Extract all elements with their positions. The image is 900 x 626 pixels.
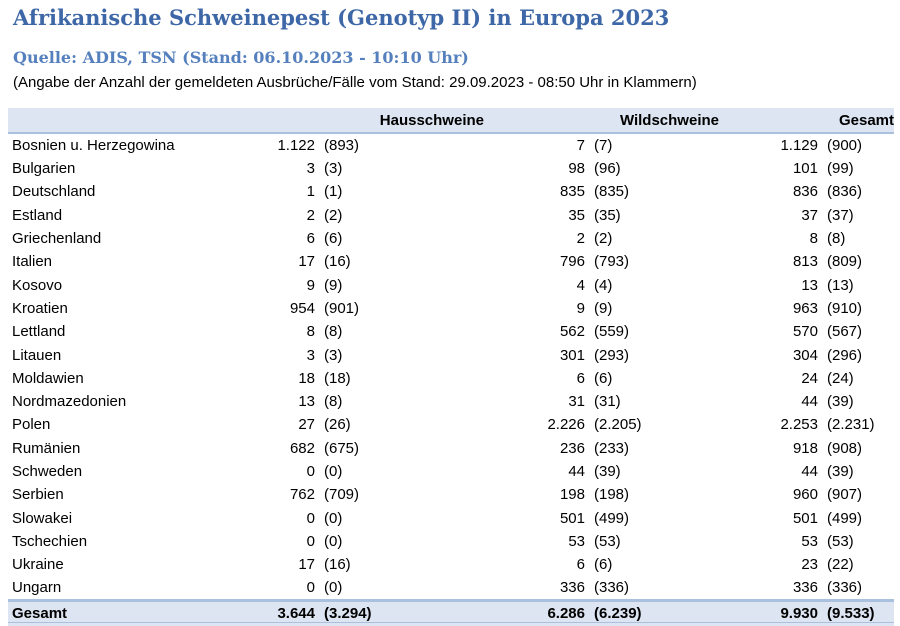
- gesamt-previous: (296): [827, 346, 863, 364]
- hausschweine-previous: (675): [324, 439, 360, 457]
- table-body: [8, 133, 894, 601]
- wildschweine-previous: (6): [594, 556, 613, 574]
- total-gesamt: 9.930: [719, 601, 827, 626]
- table-row: [8, 204, 894, 227]
- wildschweine-previous: (499): [594, 509, 630, 527]
- hausschweine-value: 1: [306, 183, 315, 201]
- wildschweine-value: 35: [568, 206, 585, 224]
- country-name: Nordmazedonien: [12, 393, 127, 411]
- hausschweine-previous: (0): [324, 579, 343, 597]
- country-name: Tschechien: [12, 532, 88, 550]
- hausschweine-value: 0: [306, 509, 315, 527]
- gesamt-previous: (336): [827, 579, 863, 597]
- table-row: [8, 553, 894, 576]
- table-row: [8, 320, 894, 343]
- gesamt-value: 44: [801, 393, 818, 411]
- gesamt-previous: (13): [827, 276, 854, 294]
- gesamt-previous: (499): [827, 509, 863, 527]
- wildschweine-previous: (2): [594, 230, 613, 248]
- gesamt-value: 304: [792, 346, 818, 364]
- wildschweine-value: 562: [559, 323, 585, 341]
- table-row: [8, 297, 894, 320]
- gesamt-previous: (22): [827, 556, 854, 574]
- wildschweine-value: 4: [576, 276, 585, 294]
- wildschweine-value: 198: [559, 486, 585, 504]
- column-header-gesamt: Gesamt: [719, 108, 894, 133]
- country-name: Serbien: [12, 486, 64, 504]
- country-name: Moldawien: [12, 369, 84, 387]
- country-name: Lettland: [12, 323, 66, 341]
- hausschweine-previous: (2): [324, 206, 343, 224]
- gesamt-previous: (99): [827, 160, 854, 178]
- hausschweine-previous: (709): [324, 486, 360, 504]
- country-name: Ungarn: [12, 579, 62, 597]
- hausschweine-previous: (893): [324, 137, 360, 154]
- asp-table-container: [8, 108, 894, 626]
- gesamt-value: 24: [801, 369, 818, 387]
- wildschweine-value: 98: [568, 160, 585, 178]
- hausschweine-value: 13: [298, 393, 315, 411]
- gesamt-value: 813: [792, 253, 818, 271]
- hausschweine-value: 27: [298, 416, 315, 434]
- country-name: Rumänien: [12, 439, 81, 457]
- country-name: Polen: [12, 416, 51, 434]
- gesamt-value: 960: [792, 486, 818, 504]
- gesamt-value: 501: [792, 509, 818, 527]
- wildschweine-value: 835: [559, 183, 585, 201]
- hausschweine-value: 682: [289, 439, 315, 457]
- note-line: (Angabe der Anzahl der gemeldeten Ausbrüche/Fälle vom Stand: 29.09.2023 - 08:50 Uhr in Klammern): [13, 74, 697, 91]
- gesamt-previous: (908): [827, 439, 863, 457]
- gesamt-value: 44: [801, 463, 818, 480]
- hausschweine-previous: (901): [324, 299, 360, 317]
- table-row: [8, 413, 894, 436]
- hausschweine-value: 17: [298, 253, 315, 271]
- gesamt-previous: (39): [827, 463, 854, 480]
- table-row: [8, 460, 894, 483]
- country-name: Kroatien: [12, 299, 68, 317]
- country-name: Ukraine: [12, 556, 64, 574]
- wildschweine-previous: (39): [594, 463, 621, 480]
- wildschweine-value: 301: [559, 346, 585, 364]
- table-row: [8, 506, 894, 529]
- wildschweine-previous: (9): [594, 299, 613, 317]
- gesamt-value: 23: [801, 556, 818, 574]
- wildschweine-value: 6: [576, 556, 585, 574]
- wildschweine-previous: (31): [594, 393, 621, 411]
- hausschweine-value: 18: [298, 369, 315, 387]
- table-row: [8, 133, 894, 157]
- total-label: Gesamt: [8, 601, 194, 626]
- gesamt-value: 2.253: [780, 416, 818, 434]
- table-row: [8, 576, 894, 601]
- wildschweine-value: 796: [559, 253, 585, 271]
- table-row: [8, 390, 894, 413]
- hausschweine-previous: (16): [324, 253, 351, 271]
- gesamt-previous: (809): [827, 253, 863, 271]
- table-header-row: [8, 108, 894, 133]
- country-name: Kosovo: [12, 276, 63, 294]
- total-hausschweine: 3.644: [194, 601, 324, 626]
- gesamt-previous: (24): [827, 369, 854, 387]
- wildschweine-value: 2: [576, 230, 585, 248]
- asp-table: [8, 108, 894, 626]
- column-header-wildschweine: Wildschweine: [494, 108, 719, 133]
- wildschweine-previous: (96): [594, 160, 621, 178]
- gesamt-previous: (907): [827, 486, 863, 504]
- wildschweine-previous: (336): [594, 579, 630, 597]
- gesamt-value: 963: [792, 299, 818, 317]
- wildschweine-previous: (6): [594, 369, 613, 387]
- gesamt-value: 13: [801, 276, 818, 294]
- wildschweine-previous: (293): [594, 346, 630, 364]
- gesamt-previous: (53): [827, 532, 854, 550]
- country-name: Deutschland: [12, 183, 96, 201]
- hausschweine-value: 6: [306, 230, 315, 248]
- wildschweine-value: 236: [559, 439, 585, 457]
- hausschweine-previous: (1): [324, 183, 343, 201]
- hausschweine-previous: (0): [324, 509, 343, 527]
- wildschweine-previous: (4): [594, 276, 613, 294]
- source-line: Quelle: ADIS, TSN (Stand: 06.10.2023 - 10:10 Uhr): [13, 48, 469, 67]
- wildschweine-value: 9: [576, 299, 585, 317]
- wildschweine-value: 44: [568, 463, 585, 480]
- hausschweine-previous: (3): [324, 346, 343, 364]
- hausschweine-previous: (6): [324, 230, 343, 248]
- table-row: [8, 367, 894, 390]
- gesamt-previous: (910): [827, 299, 863, 317]
- country-name: Estland: [12, 206, 63, 224]
- hausschweine-previous: (8): [324, 323, 343, 341]
- table-row: [8, 530, 894, 553]
- hausschweine-previous: (8): [324, 393, 343, 411]
- gesamt-previous: (567): [827, 323, 863, 341]
- table-row: [8, 273, 894, 296]
- gesamt-value: 336: [792, 579, 818, 597]
- gesamt-previous: (39): [827, 393, 854, 411]
- wildschweine-value: 53: [568, 532, 585, 550]
- table-row: [8, 483, 894, 506]
- wildschweine-previous: (198): [594, 486, 630, 504]
- hausschweine-value: 1.122: [277, 137, 315, 154]
- hausschweine-previous: (3): [324, 160, 343, 178]
- country-name: Bosnien u. Herzegowina: [12, 137, 175, 154]
- gesamt-previous: (2.231): [827, 416, 875, 434]
- wildschweine-value: 501: [559, 509, 585, 527]
- wildschweine-value: 7: [576, 137, 585, 154]
- wildschweine-previous: (2.205): [594, 416, 642, 434]
- table-row: [8, 250, 894, 273]
- country-name: Bulgarien: [12, 160, 76, 178]
- column-header-land: [8, 108, 194, 133]
- table-row: [8, 437, 894, 460]
- country-name: Schweden: [12, 463, 83, 480]
- gesamt-value: 918: [792, 439, 818, 457]
- page-title: Afrikanische Schweinepest (Genotyp II) in Europa 2023: [13, 5, 670, 30]
- gesamt-previous: (37): [827, 206, 854, 224]
- wildschweine-previous: (233): [594, 439, 630, 457]
- bottom-rule: [8, 622, 894, 623]
- table-row: [8, 157, 894, 180]
- hausschweine-value: 762: [289, 486, 315, 504]
- gesamt-value: 570: [792, 323, 818, 341]
- table-row: [8, 227, 894, 250]
- wildschweine-previous: (53): [594, 532, 621, 550]
- hausschweine-value: 954: [289, 299, 315, 317]
- country-name: Italien: [12, 253, 53, 271]
- gesamt-previous: (900): [827, 137, 863, 154]
- hausschweine-previous: (0): [324, 463, 343, 480]
- total-hausschweine-previous: (3.294): [324, 601, 494, 626]
- gesamt-previous: (8): [827, 230, 846, 248]
- hausschweine-value: 0: [306, 579, 315, 597]
- hausschweine-previous: (16): [324, 556, 351, 574]
- wildschweine-previous: (559): [594, 323, 630, 341]
- total-wildschweine: 6.286: [494, 601, 594, 626]
- hausschweine-value: 3: [306, 346, 315, 364]
- wildschweine-previous: (7): [594, 137, 613, 154]
- country-name: Slowakei: [12, 509, 73, 527]
- gesamt-value: 53: [801, 532, 818, 550]
- hausschweine-value: 0: [306, 463, 315, 480]
- wildschweine-value: 2.226: [547, 416, 585, 434]
- hausschweine-previous: (18): [324, 369, 351, 387]
- wildschweine-value: 31: [568, 393, 585, 411]
- wildschweine-value: 6: [576, 369, 585, 387]
- total-wildschweine-previous: (6.239): [594, 601, 719, 626]
- column-header-hausschweine: Hausschweine: [194, 108, 494, 133]
- hausschweine-value: 8: [306, 323, 315, 341]
- hausschweine-previous: (0): [324, 532, 343, 550]
- gesamt-value: 8: [809, 230, 818, 248]
- country-name: Litauen: [12, 346, 62, 364]
- hausschweine-value: 9: [306, 276, 315, 294]
- gesamt-value: 101: [792, 160, 818, 178]
- gesamt-value: 1.129: [780, 137, 818, 154]
- hausschweine-previous: (26): [324, 416, 351, 434]
- wildschweine-value: 336: [559, 579, 585, 597]
- gesamt-value: 37: [801, 206, 818, 224]
- gesamt-previous: (836): [827, 183, 863, 201]
- table-row: [8, 343, 894, 366]
- hausschweine-value: 3: [306, 160, 315, 178]
- table-row: [8, 180, 894, 203]
- wildschweine-previous: (35): [594, 206, 621, 224]
- gesamt-value: 836: [792, 183, 818, 201]
- hausschweine-value: 0: [306, 532, 315, 550]
- hausschweine-value: 17: [298, 556, 315, 574]
- total-gesamt-previous: (9.533): [827, 601, 894, 626]
- wildschweine-previous: (793): [594, 253, 630, 271]
- country-name: Griechenland: [12, 230, 102, 248]
- hausschweine-value: 2: [306, 206, 315, 224]
- wildschweine-previous: (835): [594, 183, 630, 201]
- hausschweine-previous: (9): [324, 276, 343, 294]
